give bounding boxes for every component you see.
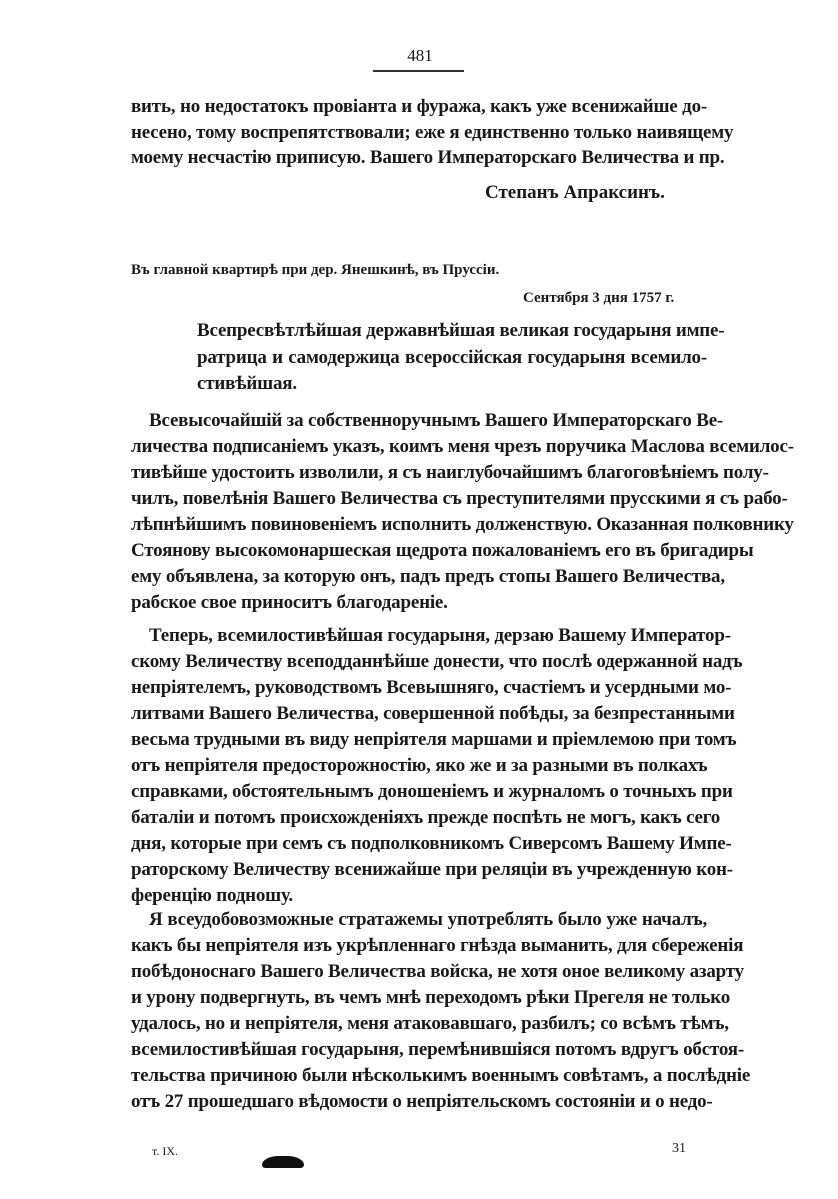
paragraph-line: всемилостивѣйшая государыня, перемѣнившіяся потомъ вдругъ обстоя- <box>131 1039 744 1060</box>
volume-mark: т. IX. <box>152 1144 179 1158</box>
paragraph-line: непріятелемъ, руководствомъ Всевышняго, счастіемъ и усердными мо- <box>131 677 732 698</box>
letter-date: Сентября 3 дня 1757 г. <box>523 290 675 306</box>
salutation-line: ратрица и самодержица всероссійская государыня всемило- <box>197 346 707 368</box>
paragraph-line: чилъ, повелѣнія Вашего Величества съ преступителями прусскими я съ рабо- <box>131 488 788 509</box>
paragraph-line: скому Величеству всеподданнѣйше донести, что послѣ одержанной надъ <box>131 651 743 672</box>
signature-number: 31 <box>672 1141 686 1156</box>
paragraph-line: ему объявлена, за которую онъ, падъ предъ стопы Вашего Величества, <box>131 566 725 587</box>
paragraph-line: ференцію подношу. <box>131 885 293 906</box>
text-line: моему несчастію приписую. Вашего Императорскаго Величества и пр. <box>131 147 725 168</box>
paragraph-line: литвами Вашего Величества, совершенной побѣды, за безпрестанными <box>131 703 735 724</box>
ink-blot <box>262 1156 304 1168</box>
paragraph-line: рабское свое приноситъ благодареніе. <box>131 592 448 613</box>
salutation-line: Всепресвѣтлѣйшая державнѣйшая великая государыня импе- <box>197 320 725 341</box>
text-line: вить, но недостатокъ провіанта и фуража, какъ уже всенижайше до- <box>131 96 707 117</box>
salutation-line: стивѣйшая. <box>197 373 297 394</box>
paragraph-line: личества подписаніемъ указъ, коимъ меня чрезъ поручика Маслова всемилос- <box>131 436 794 457</box>
paragraph-line: баталіи и потомъ происхожденіяхъ прежде поспѣть не могъ, какъ сего <box>131 807 721 828</box>
paragraph-line: и урону подвергнуть, въ чемъ мнѣ переходомъ рѣки Прегеля не только <box>131 987 731 1008</box>
paragraph-line: Стоянову высокомонаршеская щедрота пожалованіемъ его въ бригадиры <box>131 540 754 561</box>
paragraph-line: тивѣйше удостоить изволили, я съ наиглубочайшимъ благоговѣніемъ полу- <box>131 462 769 483</box>
paragraph-line: отъ 27 прошедшаго вѣдомости о непріятельскомъ состояніи и о недо- <box>131 1091 713 1112</box>
paragraph-line: Всевысочайшій за собственноручнымъ Вашего Императорскаго Ве- <box>149 410 724 431</box>
paragraph-line: справками, обстоятельнымъ доношеніемъ и журналомъ о точныхъ при <box>131 781 733 802</box>
page-number: 481 <box>407 46 433 65</box>
paragraph-line: дня, которые при семъ съ подполковникомъ Сиверсомъ Вашему Импе- <box>131 833 732 854</box>
paragraph-line: лѣпнѣйшимъ повиновеніемъ исполнить долженствую. Оказанная полковнику <box>131 514 794 535</box>
paragraph-line: Теперь, всемилостивѣйшая государыня, дерзаю Вашему Император- <box>149 625 731 646</box>
paragraph-line: отъ непріятеля предосторожностію, яко же и за разными въ полкахъ <box>131 755 708 776</box>
text-line: несено, тому воспрепятствовали; еже я единственно только наивящему <box>131 121 734 143</box>
paragraph-line: какъ бы непріятеля изъ укрѣпленнаго гнѣзда выманить, для сбереженія <box>131 935 744 956</box>
paragraph-line: побѣдоноснаго Вашего Величества войска, не хотя оное великому азарту <box>131 961 744 982</box>
header-rule <box>373 70 464 72</box>
letter-location: Въ главной квартирѣ при дер. Янешкинѣ, въ Пруссіи. <box>131 262 500 278</box>
signature: Степанъ Апраксинъ. <box>485 182 665 203</box>
paragraph-line: весьма трудными въ виду непріятеля маршами и пріемлемою при томъ <box>131 729 737 750</box>
paragraph-line: тельства причиною были нѣсколькимъ военнымъ совѣтамъ, а послѣдніе <box>131 1065 751 1086</box>
paragraph-line: Я всеудобовозможные стратажемы употреблять было уже началъ, <box>149 909 707 930</box>
paragraph-line: удалось, но и непріятеля, меня атаковавшаго, разбилъ; со всѣмъ тѣмъ, <box>131 1013 729 1034</box>
paragraph-line: раторскому Величеству всенижайше при реляціи въ учрежденную кон- <box>131 859 733 880</box>
